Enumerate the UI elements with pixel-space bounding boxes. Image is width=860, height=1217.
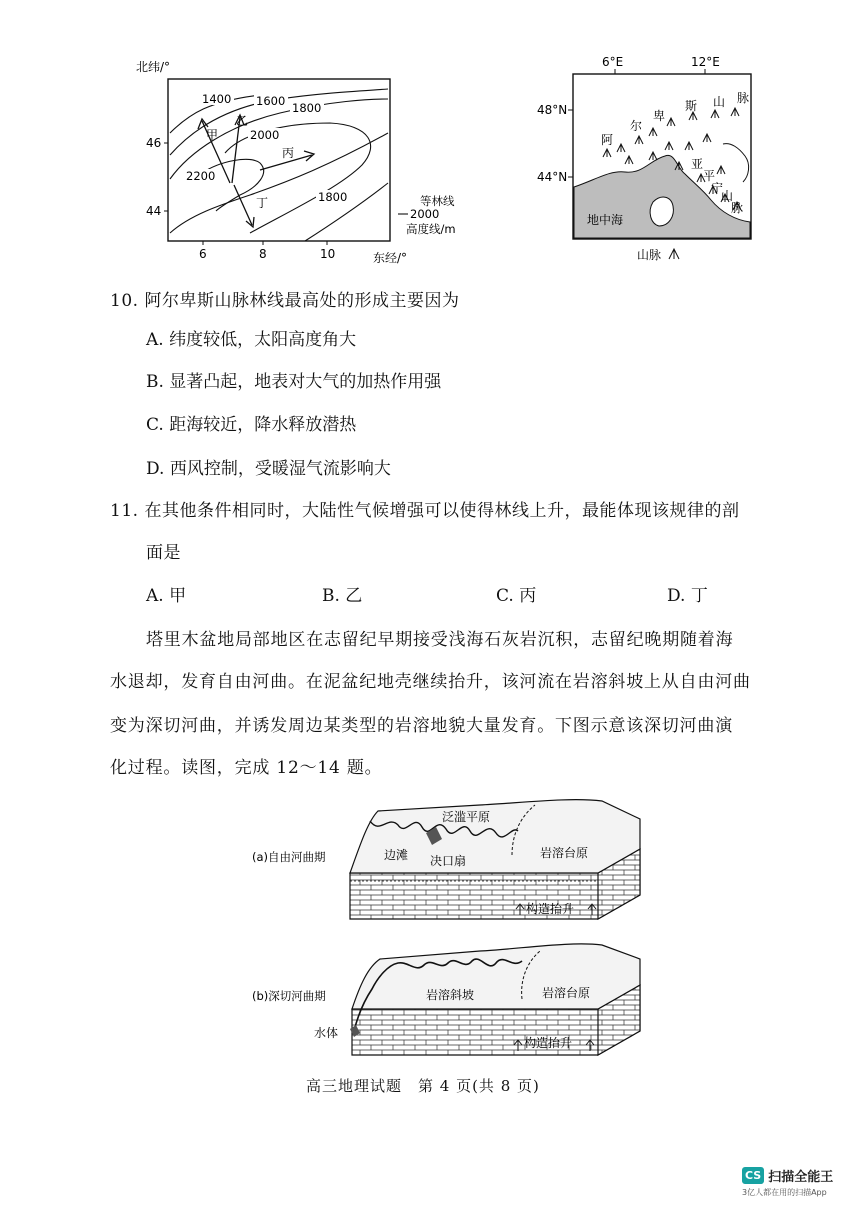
- alps-char-4: 斯: [685, 99, 698, 113]
- contour-label-2200: 2200: [186, 169, 216, 183]
- contour-label-1600: 1600: [256, 94, 286, 108]
- legend-line2: 高度线/m: [406, 222, 456, 236]
- q11-option-c: C. 丙: [496, 586, 537, 606]
- panel-a-bar: 边滩: [384, 848, 409, 862]
- panel-a-floodplain: 泛滥平原: [442, 810, 491, 824]
- q11-option-d: D. 丁: [667, 586, 708, 606]
- q10-option-d: D. 西风控制，受暖湿气流影响大: [146, 459, 391, 479]
- q10-option-b: B. 显著凸起，地表对大气的加热作用强: [146, 372, 442, 392]
- apennines-char-3: 宁: [711, 181, 724, 195]
- profile-label-jia: 甲: [206, 128, 219, 142]
- panel-b-surface: [352, 944, 640, 1009]
- contour-2200: [202, 159, 264, 211]
- passage-line-3: 变为深切河曲，并诱发周边某类型的岩溶地貌大量发育。下图示意该深切河曲演: [110, 716, 733, 736]
- legend-line1: 等林线: [420, 194, 455, 208]
- profile-ding-arrow: [234, 185, 252, 225]
- x-tick-10: 10: [320, 247, 336, 261]
- panel-b-caption: (b)深切河曲期: [252, 989, 326, 1003]
- passage-line-2: 水退却，发育自由河曲。在泥盆纪地壳继续抬升，该河流在岩溶斜坡上从自由河曲: [110, 672, 751, 692]
- panel-a-caption: (a)自由河曲期: [252, 850, 326, 864]
- q11-stem-line2: 面是: [146, 543, 181, 563]
- panel-b-plateau: 岩溶台原: [542, 986, 591, 1000]
- alps-char-1: 阿: [601, 133, 614, 147]
- lat-label-48n: 48°N: [537, 103, 568, 117]
- x-tick-6: 6: [199, 247, 207, 261]
- y-tick-46: 46: [146, 136, 162, 150]
- legend-mountain-label: 山脉: [637, 248, 662, 262]
- q11-option-a: A. 甲: [146, 586, 187, 606]
- contour-label-1800: 1800: [292, 101, 322, 115]
- sea-label: 地中海: [587, 213, 624, 227]
- passage-line-4: 化过程。读图，完成 12～14 题。: [110, 758, 383, 778]
- panel-b-water: 水体: [314, 1026, 339, 1040]
- meander-block-diagram: [250, 795, 650, 1070]
- q11-stem-line1: 11. 在其他条件相同时，大陆性气候增强可以使得林线上升，最能体现该规律的剖: [110, 501, 740, 521]
- q10-option-a: A. 纬度较低，太阳高度角大: [146, 330, 357, 350]
- x-tick-8: 8: [259, 247, 267, 261]
- apennines-char-1: 亚: [691, 157, 704, 171]
- panel-b-block: [350, 944, 640, 1055]
- watermark-subtitle: 3亿人都在用的扫描App: [742, 1188, 827, 1197]
- lon-label-6e: 6°E: [602, 55, 624, 69]
- x-axis-label: 东经/°: [373, 251, 408, 265]
- contour-label-1400: 1400: [202, 92, 232, 106]
- profile-label-ding: 丁: [256, 196, 269, 210]
- watermark-title: 扫描全能王: [768, 1170, 834, 1185]
- profile-label-bing: 丙: [282, 146, 295, 160]
- apennines-char-5: 脉: [731, 201, 744, 215]
- treeline-contour-map: [130, 55, 460, 270]
- italy-coast: [723, 144, 749, 182]
- page-footer: 高三地理试题 第 4 页(共 8 页): [306, 1077, 540, 1095]
- q10-option-c: C. 距海较近，降水释放潜热: [146, 415, 357, 435]
- alps-char-6: 脉: [737, 91, 750, 105]
- contour-2000: [225, 123, 371, 233]
- cs-logo: CS: [742, 1167, 764, 1184]
- y-axis-label: 北纬/°: [136, 60, 171, 74]
- lat-label-44n: 44°N: [537, 170, 568, 184]
- scanner-watermark: [742, 1166, 852, 1198]
- contour-label-2000: 2000: [250, 128, 280, 142]
- apennines-char-4: 山: [721, 189, 734, 203]
- q10-stem: 10. 阿尔卑斯山脉林线最高处的形成主要因为: [110, 291, 460, 311]
- contour-label-1800-lower: 1800: [318, 190, 348, 204]
- q11-option-b: B. 乙: [322, 586, 363, 606]
- panel-b-slope: 岩溶斜坡: [426, 988, 475, 1002]
- legend-mountain-icon: [669, 249, 679, 259]
- panel-a-plateau: 岩溶台原: [540, 846, 589, 860]
- lon-label-12e: 12°E: [691, 55, 720, 69]
- alps-location-map: [525, 52, 775, 267]
- alps-char-2: 尔: [630, 119, 643, 133]
- alps-char-3: 卑: [653, 109, 666, 123]
- profile-label-yi: 乙: [236, 114, 249, 128]
- panel-a-uplift: 构造抬升: [526, 902, 575, 916]
- alps-char-5: 山: [713, 95, 726, 109]
- panel-a-fan: 决口扇: [430, 854, 467, 868]
- y-tick-44: 44: [146, 204, 162, 218]
- legend-value: 2000: [410, 207, 440, 221]
- panel-b-uplift: 构造抬升: [524, 1036, 573, 1050]
- passage-line-1: 塔里木盆地局部地区在志留纪早期接受浅海石灰岩沉积，志留纪晚期随着海: [146, 630, 734, 650]
- apennines-char-2: 平: [703, 169, 716, 183]
